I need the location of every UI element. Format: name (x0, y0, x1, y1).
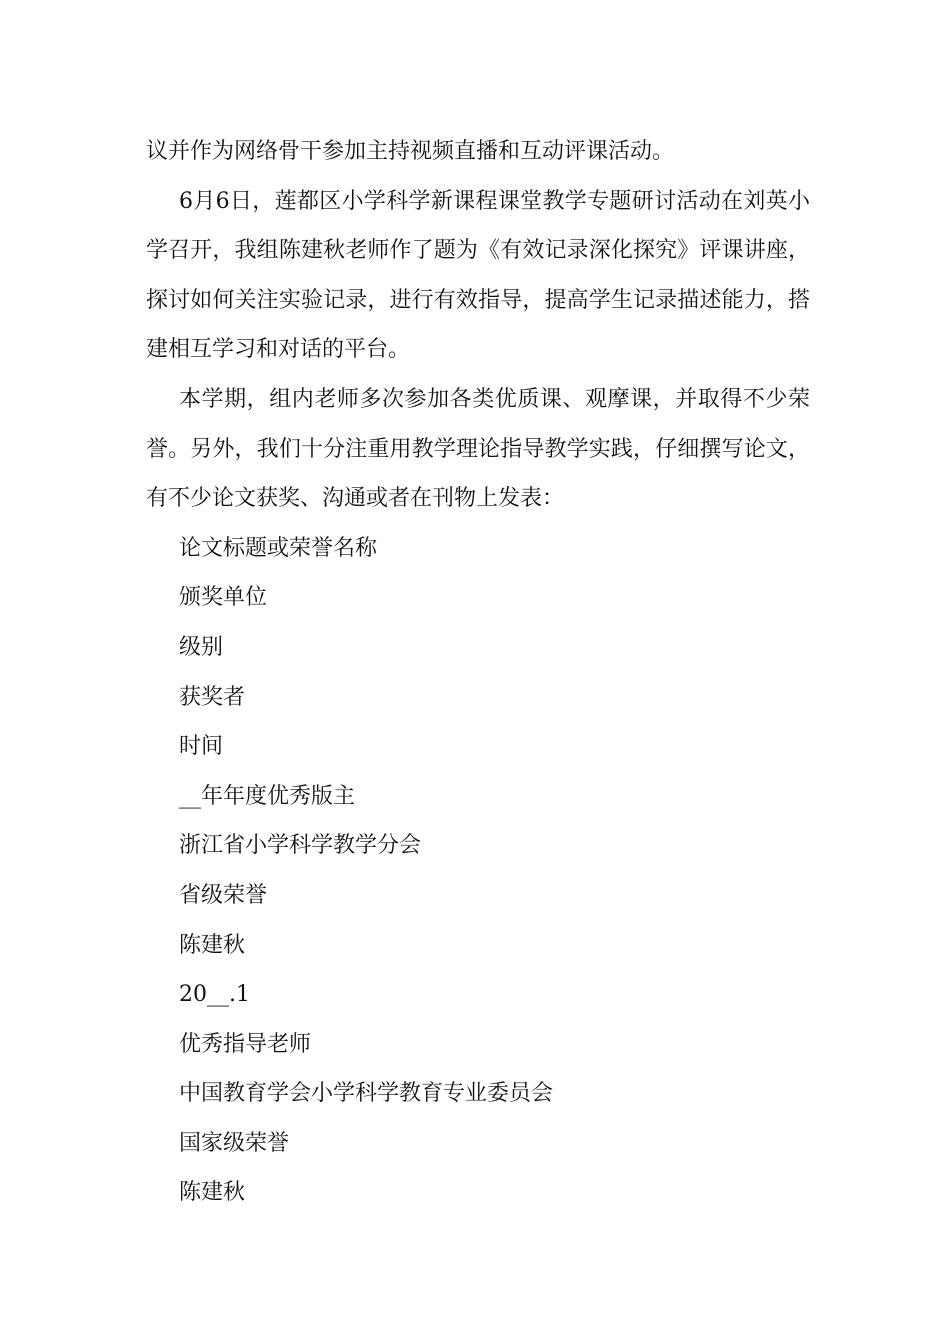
table-header-time: 时间 (179, 734, 224, 760)
table-cell: 浙江省小学科学教学分会 (179, 833, 422, 859)
table-cell: __年年度优秀版主 (179, 783, 356, 809)
table-header-issuer: 颁奖单位 (179, 585, 268, 611)
paragraph-continued: 议并作为网络骨干参加主持视频直播和互动评课活动。 (146, 139, 675, 164)
table-header-level: 级别 (179, 634, 224, 660)
table-cell: 省级荣誉 (179, 882, 268, 908)
paragraph-honors-intro: 本学期，组内老师多次参加各类优质课、观摩课，并取得不少荣誉。另外，我们十分注重用教学理论指导教学实践，仔细撰写论文，有不少论文获奖、沟通或者在刊物上发表： (146, 386, 810, 512)
paragraph-seminar: 6月6日，莲都区小学科学新课程课堂教学专题研讨活动在刘英小学召开，我组陈建秋老师作了题为《有效记录深化探究》评课讲座，探讨如何关注实验记录，进行有效指导，提高学生记录描述能力，搭建相互学习和对话的平台。 (146, 188, 810, 363)
table-header-title: 论文标题或荣誉名称 (179, 535, 378, 561)
table-header-winner: 获奖者 (179, 684, 246, 710)
table-cell: 陈建秋 (179, 1180, 246, 1206)
table-cell: 中国教育学会小学科学教育专业委员会 (179, 1081, 554, 1107)
table-cell: 优秀指导老师 (179, 1031, 312, 1057)
table-cell: 20__.1 (179, 982, 250, 1008)
document-body (146, 127, 810, 1218)
table-cell: 陈建秋 (179, 932, 246, 958)
table-cell: 国家级荣誉 (179, 1130, 290, 1156)
